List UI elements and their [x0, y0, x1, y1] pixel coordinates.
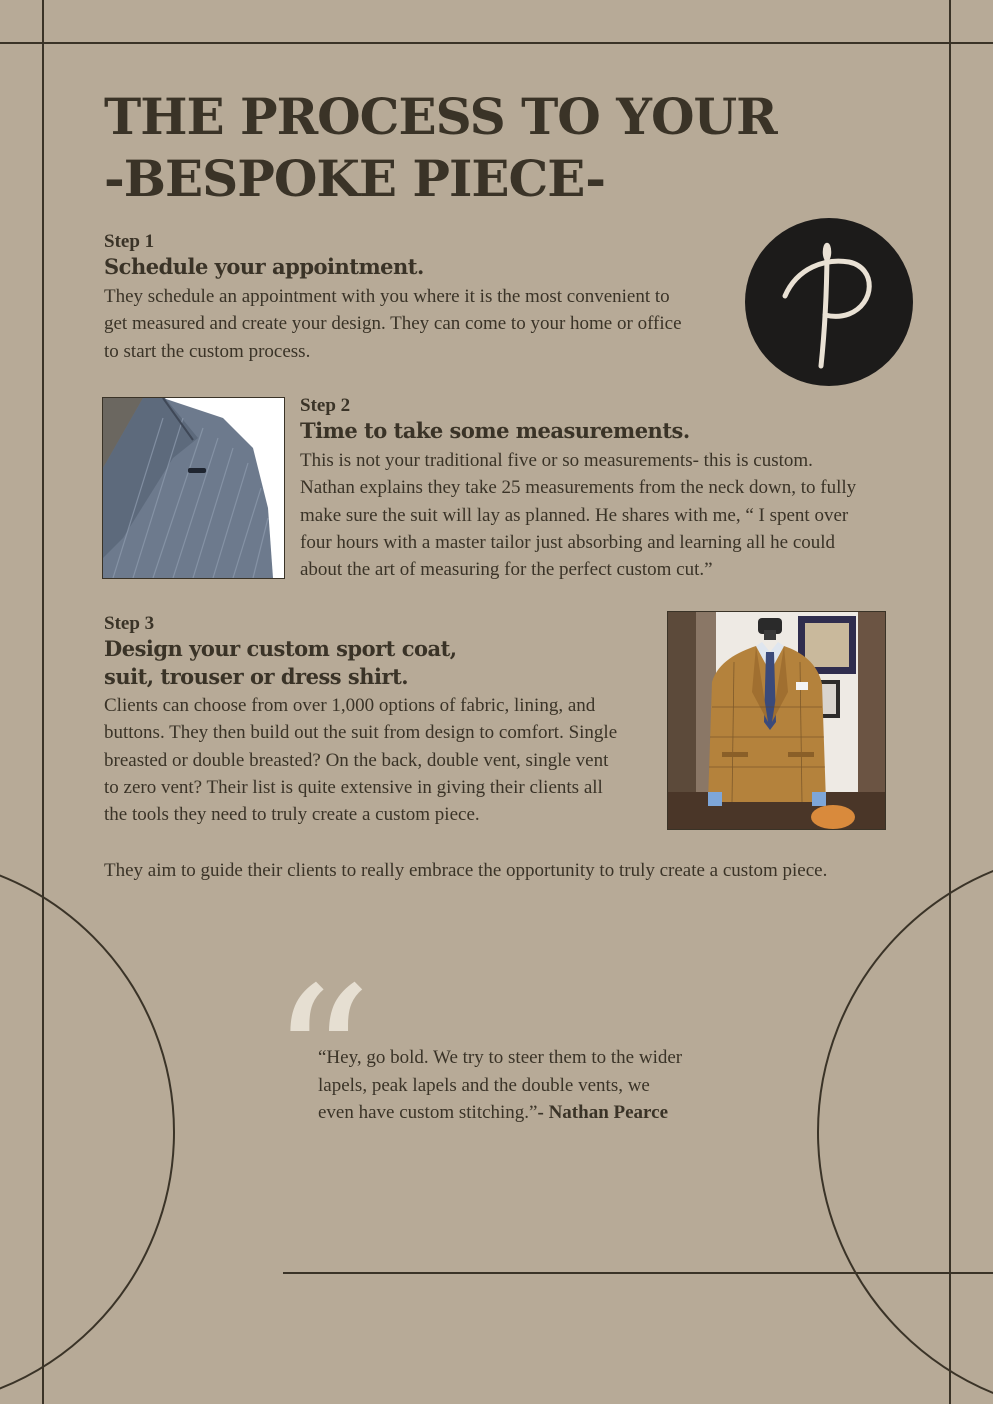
step-3-heading-line-1: Design your custom sport coat,: [104, 636, 457, 661]
quote-line-3: even have custom stitching.”: [318, 1102, 538, 1123]
title-line-1: THE PROCESS TO YOUR: [104, 87, 777, 146]
closing-text: They aim to guide their clients to really embrace the opportunity to truly create a custom piece.: [104, 860, 828, 881]
step-1-line-1: They schedule an appointment with you where it is the most convenient to: [104, 286, 670, 307]
step-2-label: Step 2: [300, 395, 351, 416]
step-3-line-4: to zero vent? Their list is quite extensive in giving their clients all: [104, 776, 603, 798]
step-3-line-2: buttons. They then build out the suit from design to comfort. Single: [104, 722, 618, 744]
brand-logo: [745, 218, 913, 386]
step-3-label: Step 3: [104, 613, 155, 634]
step-1-line-2: get measured and create your design. They can come to your home or office: [104, 313, 682, 335]
step-3-body: [104, 692, 654, 828]
step-1-label: Step 1: [104, 231, 155, 252]
step-3-line-1: Clients can choose from over 1,000 options of fabric, lining, and: [104, 695, 596, 716]
step-2-line-2: Nathan explains they take 25 measurements from the neck down, to fully: [300, 477, 857, 499]
quote-line-2: lapels, peak lapels and the double vents, we: [318, 1074, 650, 1096]
step-2-body: [300, 447, 920, 583]
step-3-heading: [104, 635, 457, 691]
step-3-line-3: breasted or double breasted? On the back, double vent, single vent: [104, 749, 609, 771]
step-2-line-5: about the art of measuring for the perfect custom cut.”: [300, 559, 713, 581]
right-arc: [818, 850, 993, 1404]
step-3-line-5: the tools they need to truly create a custom piece.: [104, 804, 480, 826]
needle-p-icon: [745, 218, 913, 386]
quote-mark-icon: “: [270, 945, 373, 1178]
step-2-line-4: four hours with a master tailor just absorbing and learning all he could: [300, 531, 836, 553]
page-title: [104, 86, 777, 210]
lapel-photo: [102, 397, 285, 579]
title-line-2: -BESPOKE PIECE-: [104, 149, 606, 208]
sport-coat-photo: [667, 611, 886, 830]
step-3-heading-line-2: suit, trouser or dress shirt.: [104, 664, 409, 689]
step-2-line-1: This is not your traditional five or so measurements- this is custom.: [300, 450, 813, 471]
left-arc: [0, 856, 174, 1404]
quote-line-1: “Hey, go bold. We try to steer them to the wider: [318, 1047, 683, 1068]
pull-quote: [318, 1044, 718, 1127]
quote-author: - Nathan Pearce: [537, 1102, 669, 1123]
step-1-body: [104, 283, 724, 365]
step-2-line-3: make sure the suit will lay as planned. He shares with me, “ I spent over: [300, 504, 849, 526]
step-2-heading: Time to take some measurements.: [300, 418, 690, 443]
step-1-heading: Schedule your appointment.: [104, 254, 424, 279]
step-1-line-3: to start the custom process.: [104, 340, 311, 362]
